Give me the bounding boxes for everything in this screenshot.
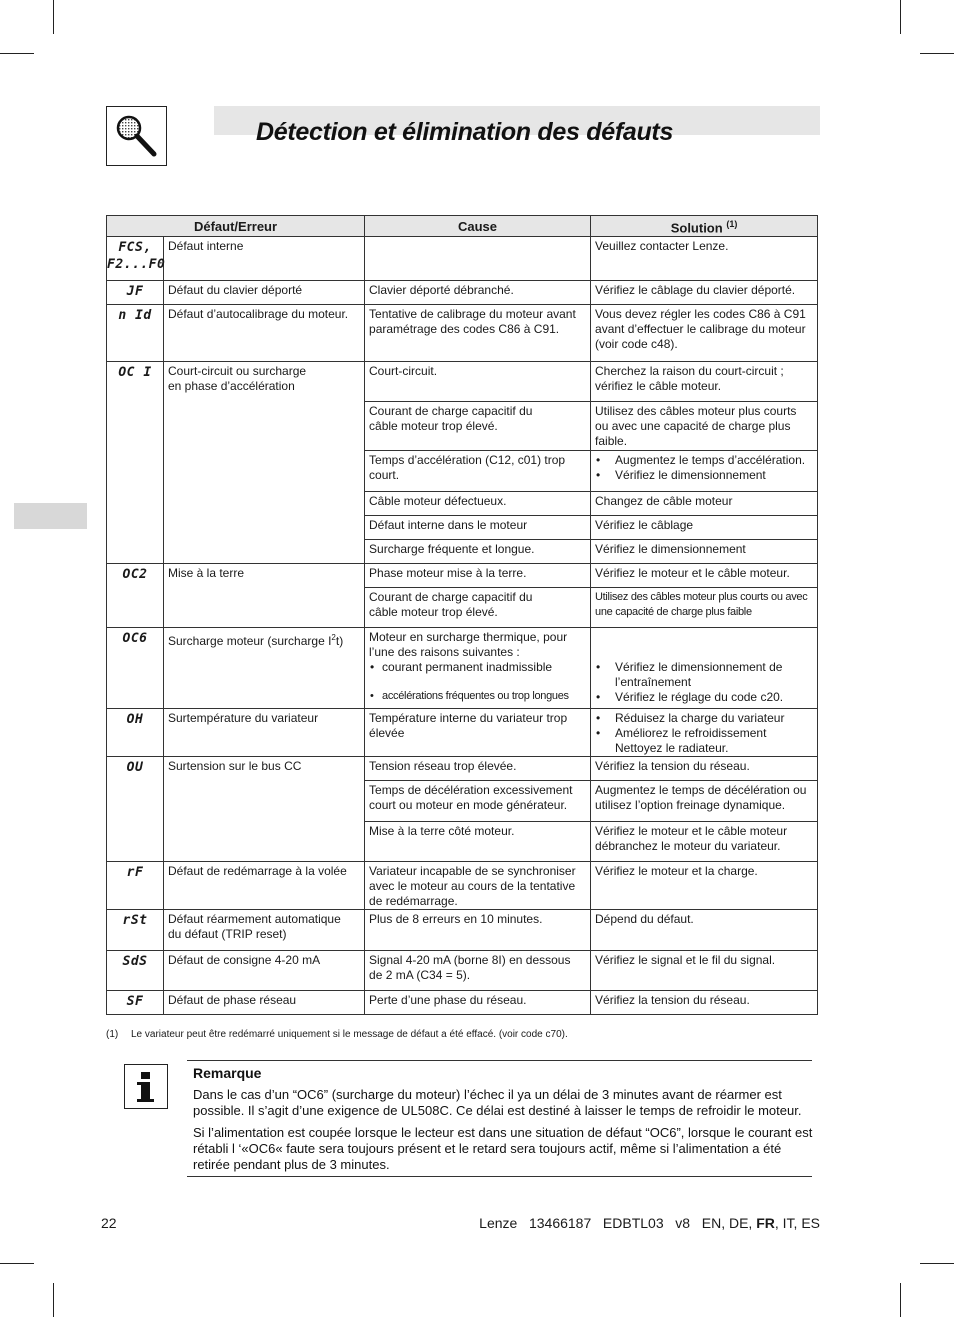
table-header-row <box>107 216 818 237</box>
fault-solution: Dépend du défaut. <box>591 910 818 951</box>
fault-description: Défaut de consigne 4-20 mA <box>164 951 365 991</box>
fault-solution: Vérifiez le câblage <box>591 516 818 540</box>
fault-description: Mise à la terre <box>164 564 365 628</box>
note-paragraph: Si l’alimentation est coupée lorsque le lecteur est dans une situation de défaut “OC6”, lorsque le courant est rétabli l ‘«OC6« faute sera toujours présent et le retard sera toujours actif, même si l’alimentation a été retirée pendant plus de 3 minutes. <box>193 1125 813 1172</box>
footnote: (1) Le variateur peut être redémarré uniquement si le message de défaut a été effacé. (voir code c70). <box>106 1029 568 1040</box>
fault-solution: Augmentez le temps de décélération ou utilisez l’option freinage dynamique. <box>591 781 818 822</box>
fault-description: Surtempérature du variateur <box>164 709 365 757</box>
list-item: • Augmentez le temps d’accélération. <box>595 453 813 468</box>
fault-description: Défaut du clavier déporté <box>164 281 365 305</box>
fault-solution: Cherchez la raison du court-circuit ; vérifiez le câble moteur. <box>591 362 818 402</box>
list-item: • Réduisez la charge du variateur <box>595 711 813 726</box>
magnifier-icon <box>107 107 166 165</box>
fault-solution: Changez de câble moteur <box>591 492 818 516</box>
fault-solution: Vous devez régler les codes C86 à C91 avant d’effectuer le calibrage du moteur (voir code c48). <box>591 305 818 362</box>
page-number: 22 <box>101 1215 117 1231</box>
fault-description: Court-circuit ou surcharge en phase d’accélération <box>164 362 365 564</box>
fault-cause: Variateur incapable de se synchroniser avec le moteur au cours de la tentative de redémarrage. <box>365 862 591 910</box>
info-icon <box>125 1065 167 1108</box>
crop-mark <box>920 1263 954 1264</box>
divider <box>187 1060 812 1061</box>
fault-code: OC I <box>107 362 164 564</box>
fault-solution: Vérifiez le moteur et le câble moteur. <box>591 564 818 588</box>
fault-solution <box>591 628 818 709</box>
page-title: Détection et élimination des défauts <box>256 118 674 146</box>
table-row <box>107 564 818 588</box>
fault-code: OH <box>107 709 164 757</box>
fault-code: JF <box>107 281 164 305</box>
fault-cause <box>365 237 591 281</box>
table-row <box>107 709 818 757</box>
fault-code: SdS <box>107 951 164 991</box>
fault-cause: Température interne du variateur trop élevée <box>365 709 591 757</box>
fault-table <box>106 215 818 1015</box>
list-item: • Améliorez le refroidissement Nettoyez le radiateur. <box>595 726 813 756</box>
fault-solution: Vérifiez la tension du réseau. <box>591 991 818 1015</box>
crop-mark <box>900 0 901 34</box>
fault-code: FCS, F2...F0 <box>107 237 164 281</box>
fault-solution: Vérifiez le moteur et le câble moteur débranchez le moteur du variateur. <box>591 822 818 862</box>
table-row <box>107 991 818 1015</box>
fault-description: Surcharge moteur (surcharge $I^2t$) <box>164 628 365 709</box>
fault-code: n Id <box>107 305 164 362</box>
document-info: Lenze 13466187 EDBTL03 v8 EN, DE, FR, IT, ES <box>479 1215 820 1231</box>
crop-mark <box>0 53 34 54</box>
fault-solution: Utilisez des câbles moteur plus courts ou avec une capacité de charge plus faible. <box>591 402 818 451</box>
table-row <box>107 951 818 991</box>
fault-cause: Tension réseau trop élevée. <box>365 757 591 781</box>
crop-mark <box>900 1283 901 1317</box>
fault-description: Défaut de phase réseau <box>164 991 365 1015</box>
header-defaut: Défaut/Erreur <box>107 216 365 237</box>
fault-code: rSt <box>107 910 164 951</box>
table-row <box>107 305 818 362</box>
fault-description: Défaut interne <box>164 237 365 281</box>
header-cause: Cause <box>365 216 591 237</box>
fault-cause: Courant de charge capacitif du câble moteur trop élevé. <box>365 402 591 451</box>
fault-cause: Moteur en surcharge thermique, pour l’une des raisons suivantes : • courant permanent inadmissible • accélérations fréquentes ou trop longues <box>365 628 591 709</box>
crop-mark <box>920 53 954 54</box>
fault-cause: Perte d’une phase du réseau. <box>365 991 591 1015</box>
fault-description: Défaut réarmement automatique du défaut (TRIP reset) <box>164 910 365 951</box>
magnifier-icon-box <box>106 106 167 166</box>
fault-solution <box>591 709 818 757</box>
fault-cause: Clavier déporté débranché. <box>365 281 591 305</box>
fault-solution: Veuillez contacter Lenze. <box>591 237 818 281</box>
divider <box>187 1176 812 1177</box>
list-item: • Vérifiez le dimensionnement <box>595 468 813 483</box>
list-item: • accélérations fréquentes ou trop longues <box>369 689 586 704</box>
crop-mark <box>0 1263 34 1264</box>
fault-solution: Vérifiez le dimensionnement <box>591 540 818 564</box>
table-row <box>107 362 818 402</box>
fault-cause: Plus de 8 erreurs en 10 minutes. <box>365 910 591 951</box>
fault-cause: Phase moteur mise à la terre. <box>365 564 591 588</box>
fault-cause: Défaut interne dans le moteur <box>365 516 591 540</box>
fault-code: OC6 <box>107 628 164 709</box>
language-tab-marker <box>14 503 87 529</box>
fault-cause: Signal 4-20 mA (borne 8I) en dessous de 2 mA (C34 = 5). <box>365 951 591 991</box>
fault-description: Défaut d’autocalibrage du moteur. <box>164 305 365 362</box>
list-item: • Vérifiez le dimensionnement de l’entraînement <box>595 660 813 690</box>
note-box <box>193 1064 813 1179</box>
fault-solution <box>591 451 818 492</box>
fault-cause: Surcharge fréquente et longue. <box>365 540 591 564</box>
note-paragraph: Dans le cas d’un “OC6” (surcharge du moteur) l’échec il ya un délai de 3 minutes avant de réarmer est possible. Il s’agit d’une exigence de UL508C. Ce délai est destiné à laisser le temps de refroidir le moteur. <box>193 1087 802 1118</box>
fault-cause: Temps d’accélération (C12, c01) trop court. <box>365 451 591 492</box>
fault-description: Surtension sur le bus CC <box>164 757 365 862</box>
fault-solution: Vérifiez la tension du réseau. <box>591 757 818 781</box>
header-solution: Solution $^{(1)}$ <box>591 216 818 237</box>
fault-cause: Temps de décélération excessivement court ou moteur en mode générateur. <box>365 781 591 822</box>
fault-code: OC2 <box>107 564 164 628</box>
table-row <box>107 237 818 281</box>
note-title: Remarque <box>193 1065 262 1081</box>
fault-cause: Câble moteur défectueux. <box>365 492 591 516</box>
table-row <box>107 281 818 305</box>
table-row <box>107 628 818 709</box>
fault-cause: Courant de charge capacitif du câble moteur trop élevé. <box>365 588 591 628</box>
fault-cause: Court-circuit. <box>365 362 591 402</box>
info-icon-box <box>124 1064 168 1109</box>
crop-mark <box>53 1283 54 1317</box>
list-item: • courant permanent inadmissible <box>369 660 586 675</box>
fault-code: SF <box>107 991 164 1015</box>
fault-code: rF <box>107 862 164 910</box>
fault-solution: Vérifiez le câblage du clavier déporté. <box>591 281 818 305</box>
fault-solution: Vérifiez le signal et le fil du signal. <box>591 951 818 991</box>
fault-solution: Vérifiez le moteur et la charge. <box>591 862 818 910</box>
fault-code: OU <box>107 757 164 862</box>
list-item: • Vérifiez le réglage du code c20. <box>595 690 813 705</box>
fault-cause: Tentative de calibrage du moteur avant paramétrage des codes C86 à C91. <box>365 305 591 362</box>
crop-mark <box>53 0 54 34</box>
fault-cause: Mise à la terre côté moteur. <box>365 822 591 862</box>
fault-description: Défaut de redémarrage à la volée <box>164 862 365 910</box>
table-row <box>107 862 818 910</box>
table-row <box>107 757 818 781</box>
fault-solution: Utilisez des câbles moteur plus courts ou avec une capacité de charge plus faible <box>591 588 818 628</box>
table-row <box>107 910 818 951</box>
